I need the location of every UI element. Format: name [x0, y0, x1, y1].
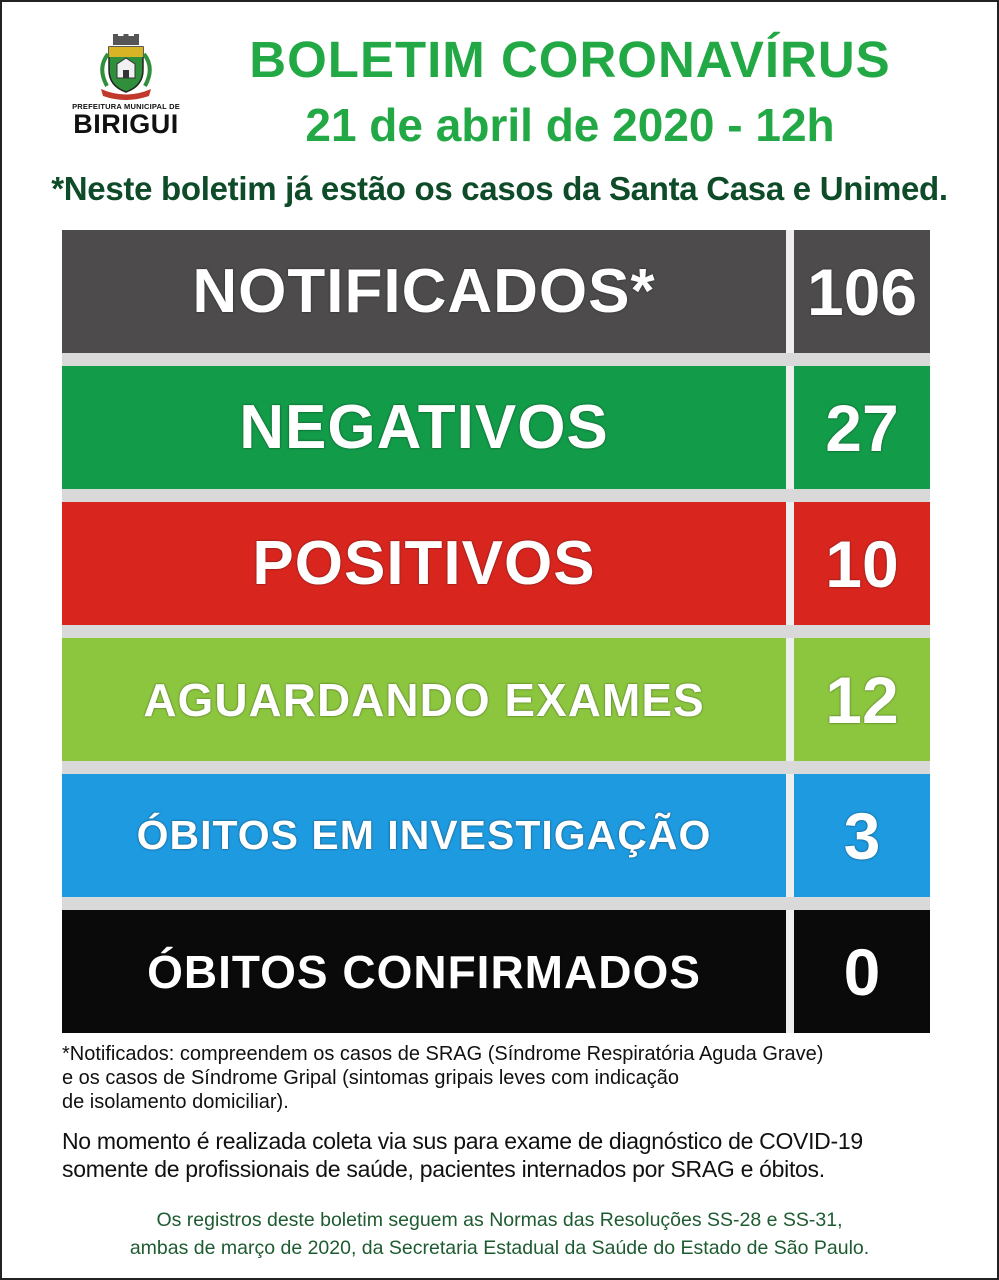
row-value: 12 — [794, 638, 930, 761]
stats-table — [62, 230, 930, 1033]
city-logo — [62, 34, 190, 144]
row-obitos-em-investigacao — [62, 774, 930, 897]
row-separator — [786, 774, 794, 897]
footnote-line: *Notificados: compreendem os casos de SRAG (Síndrome Respiratória Aguda Grave) — [62, 1043, 824, 1065]
row-separator — [786, 366, 794, 489]
row-separator — [786, 230, 794, 353]
row-value: 106 — [794, 230, 930, 353]
row-value: 3 — [794, 774, 930, 897]
legal-line: ambas de março de 2020, da Secretaria Estadual da Saúde do Estado de São Paulo. — [129, 1237, 870, 1259]
legal-line: Os registros deste boletim seguem as Normas das Resoluções SS-28 e SS-31, — [156, 1209, 843, 1231]
collection-info — [62, 1127, 962, 1183]
footnote — [62, 1042, 962, 1114]
row-label: NEGATIVOS — [62, 366, 786, 489]
row-label: POSITIVOS — [62, 502, 786, 625]
row-positivos — [62, 502, 930, 625]
row-value: 27 — [794, 366, 930, 489]
row-value: 0 — [794, 910, 930, 1033]
row-separator — [786, 638, 794, 761]
row-label: NOTIFICADOS* — [62, 230, 786, 353]
row-negativos — [62, 366, 930, 489]
bulletin-date: 21 de abril de 2020 - 12h — [305, 99, 835, 151]
row-separator — [786, 910, 794, 1033]
footnote-line: e os casos de Síndrome Gripal (sintomas gripais leves com indicação — [62, 1067, 679, 1089]
info-line: somente de profissionais de saúde, pacientes internados por SRAG e óbitos. — [62, 1156, 825, 1182]
bulletin-title: BOLETIM CORONAVÍRUS — [249, 31, 891, 88]
row-obitos-confirmados — [62, 910, 930, 1033]
legal-note — [0, 1206, 999, 1262]
row-aguardando-exames — [62, 638, 930, 761]
footnote-line: de isolamento domiciliar). — [62, 1091, 289, 1113]
row-notificados — [62, 230, 930, 353]
info-line: No momento é realizada coleta via sus para exame de diagnóstico de COVID-19 — [62, 1128, 863, 1154]
logo-caption: PREFEITURA MUNICIPAL DE — [72, 102, 180, 111]
row-value: 10 — [794, 502, 930, 625]
coat-of-arms-icon — [95, 34, 157, 100]
row-label: AGUARDANDO EXAMES — [62, 638, 786, 761]
bulletin-note: *Neste boletim já estão os casos da Santa Casa e Unimed. — [51, 170, 948, 207]
logo-city-name: BIRIGUI — [73, 109, 179, 139]
row-label: ÓBITOS CONFIRMADOS — [62, 910, 786, 1033]
row-separator — [786, 502, 794, 625]
row-label: ÓBITOS EM INVESTIGAÇÃO — [62, 774, 786, 897]
